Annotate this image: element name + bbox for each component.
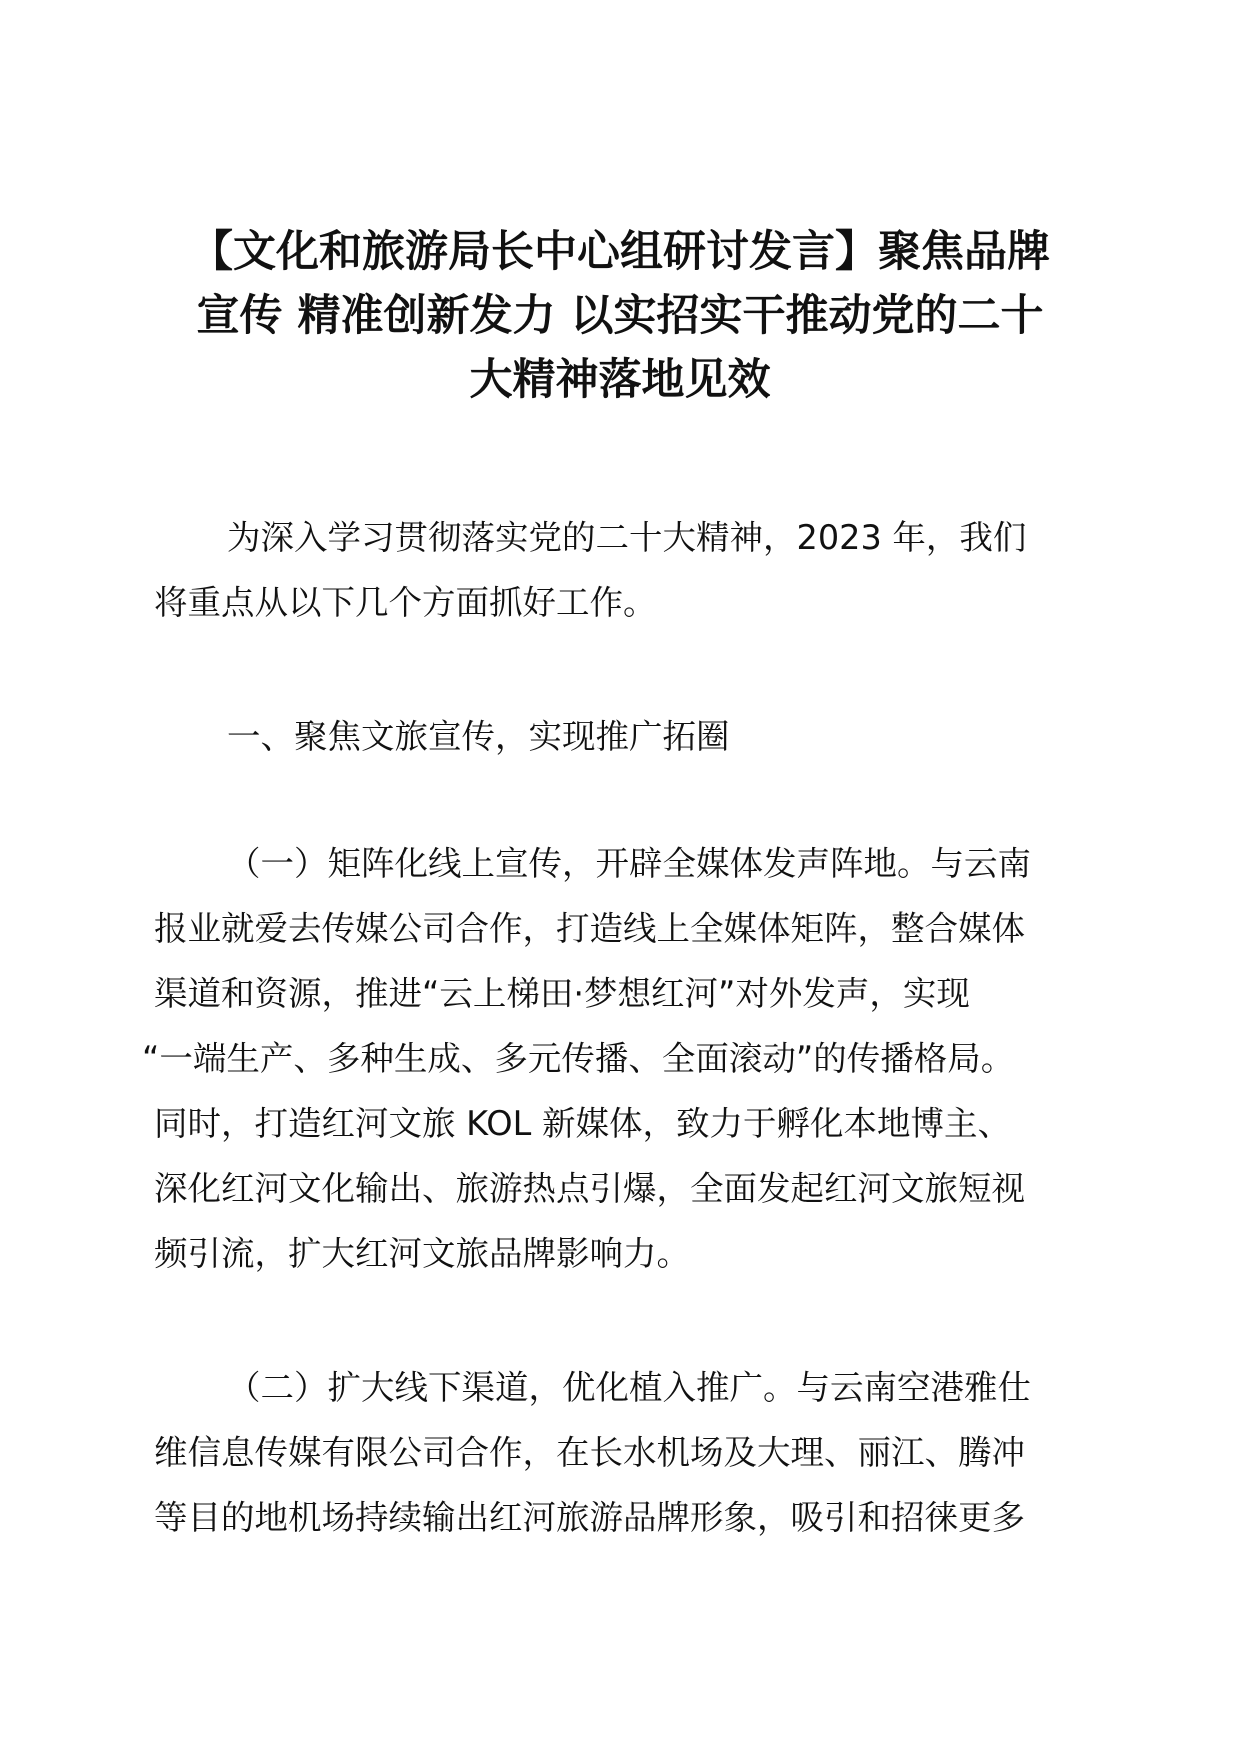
title-line: 大精神落地见效 bbox=[469, 355, 771, 405]
paragraph-line: 频引流，扩大红河文旅品牌影响力。 bbox=[154, 1234, 690, 1273]
paragraph-line: 将重点从以下几个方面抓好工作。 bbox=[154, 583, 657, 622]
paragraph-line: （二）扩大线下渠道，优化植入推广。与云南空港雅仕 bbox=[227, 1368, 1031, 1407]
paragraph-line: 渠道和资源，推进“云上梯田·梦想红河”对外发声，实现 bbox=[154, 974, 970, 1013]
paragraph-line: 同时，打造红河文旅 KOL 新媒体，致力于孵化本地博主、 bbox=[154, 1104, 1011, 1143]
document-title bbox=[150, 220, 1090, 412]
paragraph-line: 一、聚焦文旅宣传，实现推广拓圈 bbox=[227, 717, 730, 756]
intro-paragraph bbox=[154, 505, 1094, 635]
title-line: 【文化和旅游局长中心组研讨发言】聚焦品牌 bbox=[190, 227, 1050, 277]
subsection-paragraph-1 bbox=[142, 831, 1094, 1286]
paragraph-line: 为深入学习贯彻落实党的二十大精神，2023 年，我们 bbox=[227, 518, 1027, 557]
paragraph-line: 深化红河文化输出、旅游热点引爆，全面发起红河文旅短视 bbox=[154, 1169, 1025, 1208]
paragraph-line: 报业就爱去传媒公司合作，打造线上全媒体矩阵，整合媒体 bbox=[154, 909, 1025, 948]
subsection-paragraph-2 bbox=[154, 1355, 1094, 1550]
paragraph-line: “一端生产、多种生成、多元传播、全面滚动”的传播格局。 bbox=[142, 1039, 1015, 1078]
paragraph-line: （一）矩阵化线上宣传，开辟全媒体发声阵地。与云南 bbox=[227, 844, 1031, 883]
paragraph-line: 等目的地机场持续输出红河旅游品牌形象，吸引和招徕更多 bbox=[154, 1498, 1025, 1537]
title-line: 宣传 精准创新发力 以实招实干推动党的二十 bbox=[196, 291, 1044, 341]
paragraph-line: 维信息传媒有限公司合作，在长水机场及大理、丽江、腾冲 bbox=[154, 1433, 1025, 1472]
section-heading bbox=[154, 704, 1094, 769]
